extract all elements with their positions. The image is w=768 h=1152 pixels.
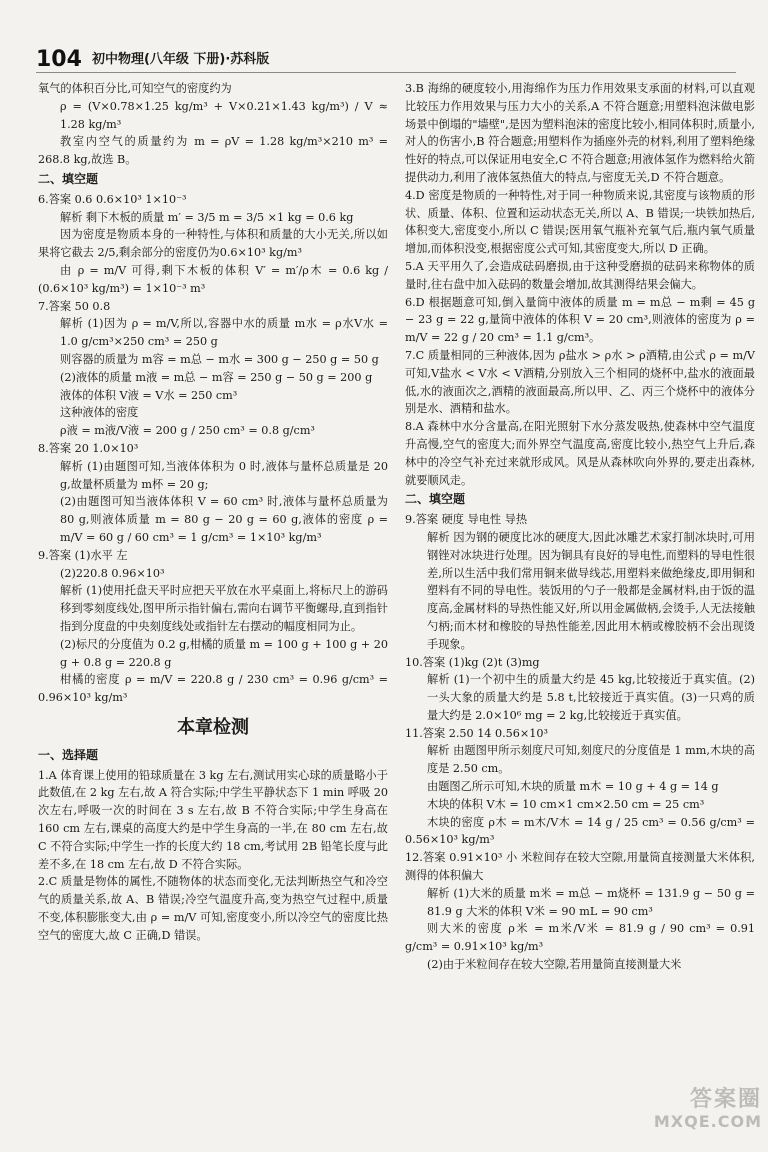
book-title: 初中物理(八年级 下册)·苏科版: [91, 52, 270, 67]
text-paragraph: 3.B 海绵的硬度较小,用海绵作为压力作用效果支承面的材料,可以直观比较压力作用效果与压力大小的关系,A 不符合题意;用塑料泡沫做电影场景中倒塌的"墙壁",是因为塑料泡沫的密度比较小,相同体积时,质量小,对人的伤害小,B 符合题意;用塑料作为插座外壳的材料,利用了塑料绝缘性好的特点,可以保证用电安全,C 不符合题意;用液体氢作为燃料给火箭提供动力,利用了液体氢热值大的特点,与密度无关,D 不符合题意。: [405, 82, 755, 184]
text-paragraph: 解析 由题图甲所示刻度尺可知,刻度尺的分度值是 1 mm,木块的高度是 2.50 cm。: [427, 744, 755, 776]
chapter-test-title: 本章检测: [177, 716, 249, 738]
text-paragraph: ρ = (V×0.78×1.25 kg/m³ + V×0.21×1.43 kg/m³) / V ≈ 1.28 kg/m³: [60, 99, 388, 131]
text-paragraph: 7.答案 50 0.8: [38, 299, 111, 313]
watermark: [612, 1088, 762, 1144]
text-paragraph: 9.答案 硬度 导电性 导热: [405, 513, 528, 527]
text-paragraph: 7.C 质量相同的三种液体,因为 ρ盐水 > ρ水 > ρ酒精,由公式 ρ = m/V 可知,V盐水 < V水 < V酒精,分别放入三个相同的烧杯中,盐水的液面最低,水的液面次之,酒精的液面最高,所以甲、乙、丙三个烧杯中的液体分别是水、酒精和盐水。: [405, 348, 755, 416]
text-paragraph: (2)标尺的分度值为 0.2 g,柑橘的质量 m = 100 g + 100 g + 20 g + 0.8 g = 220.8 g: [60, 637, 388, 669]
text-paragraph: 11.答案 2.50 14 0.56×10³: [405, 726, 548, 740]
text-paragraph: 由题图乙所示可知,木块的质量 m木 = 10 g + 4 g = 14 g: [427, 780, 719, 794]
text-paragraph: 教室内空气的质量约为 m = ρV = 1.28 kg/m³×210 m³ = 268.8 kg,故选 B。: [38, 135, 388, 167]
text-paragraph: (2)220.8 0.96×10³: [60, 566, 165, 580]
text-paragraph: 解析 (1)因为 ρ = m/V,所以,容器中水的质量 m水 = ρ水V水 = 1.0 g/cm³×250 cm³ = 250 g: [60, 317, 388, 349]
text-paragraph: 氧气的体积百分比,可知空气的密度约为: [38, 82, 232, 95]
text-paragraph: 则大米的密度 ρ米 = m米/V米 = 81.9 g / 90 cm³ = 0.91 g/cm³ = 0.91×10³ kg/m³: [405, 922, 755, 954]
text-paragraph: 解析 因为钢的硬度比冰的硬度大,因此冰雕艺术家打制冰块时,可用钢锉对冰块进行处理。因为铜具有良好的导电性,而塑料的导电性很差,所以生活中我们常用铜来做导线芯,用塑料来做绝缘皮,即用铜和塑料有不同的导电性。装饭用的勺子一般都是金属材料,由于饭的温度高,金属材料的导热性能又好,所以用金属做柄,会烫手,人无法接触勺柄;而木材和橡胶的导热性能差,因此用木柄或橡胶柄不会出现烫手现象。: [427, 530, 755, 651]
section-heading: 二、填空题: [405, 492, 466, 507]
text-paragraph: 液体的体积 V液 = V水 = 250 cm³: [60, 388, 238, 402]
text-paragraph: 2.C 质量是物体的属性,不随物体的状态而变化,无法判断热空气和冷空气的质量关系,故 A、B 错误;冷空气温度升高,变为热空气过程中,质量不变,体积膨胀变大,由 ρ = m/V 可知,密度变小,所以冷空气的密度比热空气的密度大,故 C 正确,D 错误。: [38, 875, 388, 942]
text-paragraph: 则容器的质量为 m容 = m总 − m水 = 300 g − 250 g = 50 g: [60, 352, 379, 366]
watermark-line-1: 答案圈: [689, 1087, 762, 1112]
text-paragraph: 5.A 天平用久了,会造成砝码磨损,由于这种受磨损的砝码来称物体的质量时,往右盘中加入砝码的数量会增加,故其测得结果会偏大。: [405, 259, 755, 291]
right-column: [405, 80, 755, 974]
section-heading: 二、填空题: [38, 171, 99, 186]
text-paragraph: 6.答案 0.6 0.6×10³ 1×10⁻³: [38, 192, 187, 206]
text-paragraph: 1.A 体育课上使用的铅球质量在 3 kg 左右,测试用实心球的质量略小于此数值,在 2 kg 左右,故 A 符合实际;中学生平静状态下 1 min 呼吸 20 次左右,呼吸一次的时间在 3 s 左右,故 B 不符合实际;中学生身高在 160 cm 左右,课桌的高度大约是中学生身高的一半,在 80 cm 左右,故 C 不符合实际;中学生一拃的长度大约 18 cm,考试用 2B 铅笔长度与此差不多,在 18 cm 左右,故 D 不符合实际。: [38, 768, 388, 871]
text-paragraph: 因为密度是物质本身的一种特性,与体积和质量的大小无关,所以如果将它截去 2/5,剩余部分的密度仍为0.6×10³ kg/m³: [38, 228, 388, 260]
watermark-line-2: MXQE.COM: [653, 1112, 762, 1131]
text-paragraph: (2)由题图可知当液体体积 V = 60 cm³ 时,液体与量杯总质量为 80 g,则液体质量 m = 80 g − 20 g = 60 g,液体的密度 ρ = m/V = 60 g / 60 cm³ = 1 g/cm³ = 1×10³ kg/m³: [60, 495, 388, 544]
text-paragraph: 解析 (1)一个初中生的质量大约是 45 kg,比较接近于真实值。(2)一头大象的质量大约是 5.8 t,比较接近于真实值。(3)一只鸡的质量大约是 2.0×10⁶ mg = 2 kg,比较接近于真实值。: [427, 673, 755, 722]
text-paragraph: 解析 (1)大米的质量 m米 = m总 − m烧杯 = 131.9 g − 50 g = 81.9 g 大米的体积 V米 = 90 mL = 90 cm³: [427, 886, 755, 918]
page-header: [36, 44, 736, 73]
left-column: [38, 80, 388, 945]
text-paragraph: (2)液体的质量 m液 = m总 − m容 = 250 g − 50 g = 200 g: [60, 370, 373, 384]
section-heading: 一、选择题: [38, 747, 99, 762]
text-paragraph: 9.答案 (1)水平 左: [38, 548, 128, 562]
page-number: 104: [36, 47, 82, 72]
text-paragraph: (2)由于米粒间存在较大空隙,若用量筒直接测量大米: [427, 958, 682, 972]
text-paragraph: 解析 (1)使用托盘天平时应把天平放在水平桌面上,将标尺上的游码移到零刻度线处,图甲所示指针偏右,需向右调节平衡螺母,直到指针指到分度盘的中央刻度线处或指针左右摆动的幅度相同为止。: [60, 584, 388, 633]
text-paragraph: 解析 (1)由题图可知,当液体体积为 0 时,液体与量杯总质量是 20 g,故量杯质量为 m杯 = 20 g;: [60, 459, 388, 491]
text-paragraph: 12.答案 0.91×10³ 小 米粒间存在较大空隙,用量筒直接测量大米体积,测得的体积偏大: [405, 851, 755, 883]
text-paragraph: 柑橘的密度 ρ = m/V = 220.8 g / 230 cm³ = 0.96 g/cm³ = 0.96×10³ kg/m³: [38, 673, 388, 705]
text-paragraph: 8.A 森林中水分含量高,在阳光照射下水分蒸发吸热,使森林中空气温度升高慢,空气的密度大;而外界空气温度高,密度比较小,热空气上升后,森林中的冷空气补充过来就形成风。风是从森林吹向外界的,要走出森林,就要顺风走。: [405, 420, 755, 487]
text-paragraph: 10.答案 (1)kg (2)t (3)mg: [405, 655, 540, 669]
text-paragraph: 解析 剩下木板的质量 m′ = 3/5 m = 3/5 ×1 kg = 0.6 kg: [60, 210, 354, 224]
text-paragraph: ρ液 = m液/V液 = 200 g / 250 cm³ = 0.8 g/cm³: [60, 424, 315, 438]
text-paragraph: 4.D 密度是物质的一种特性,对于同一种物质来说,其密度与该物质的形状、质量、体积、位置和运动状态无关,所以 A、B 错误;一块铁加热后,体积变大,密度变小,所以 C 错误;医用氧气瓶补充氧气后,瓶内氧气质量增加,而体积没变,根据密度公式可知,其密度变大,所以 D 正确。: [405, 188, 755, 256]
text-paragraph: 木块的密度 ρ木 = m木/V木 = 14 g / 25 cm³ = 0.56 g/cm³ = 0.56×10³ kg/m³: [405, 815, 755, 847]
text-paragraph: 这种液体的密度: [60, 406, 139, 420]
text-paragraph: 由 ρ = m/V 可得,剩下木板的体积 V′ = m′/ρ木 = 0.6 kg / (0.6×10³ kg/m³) = 1×10⁻³ m³: [38, 263, 388, 295]
text-paragraph: 8.答案 20 1.0×10³: [38, 441, 139, 455]
text-paragraph: 6.D 根据题意可知,倒入量筒中液体的质量 m = m总 − m剩 = 45 g − 23 g = 22 g,量筒中液体的体积 V = 20 cm³,则液体的密度为 ρ = m/V = 22 g / 20 cm³ = 1.1 g/cm³。: [405, 295, 755, 345]
text-paragraph: 木块的体积 V木 = 10 cm×1 cm×2.50 cm = 25 cm³: [427, 797, 705, 811]
